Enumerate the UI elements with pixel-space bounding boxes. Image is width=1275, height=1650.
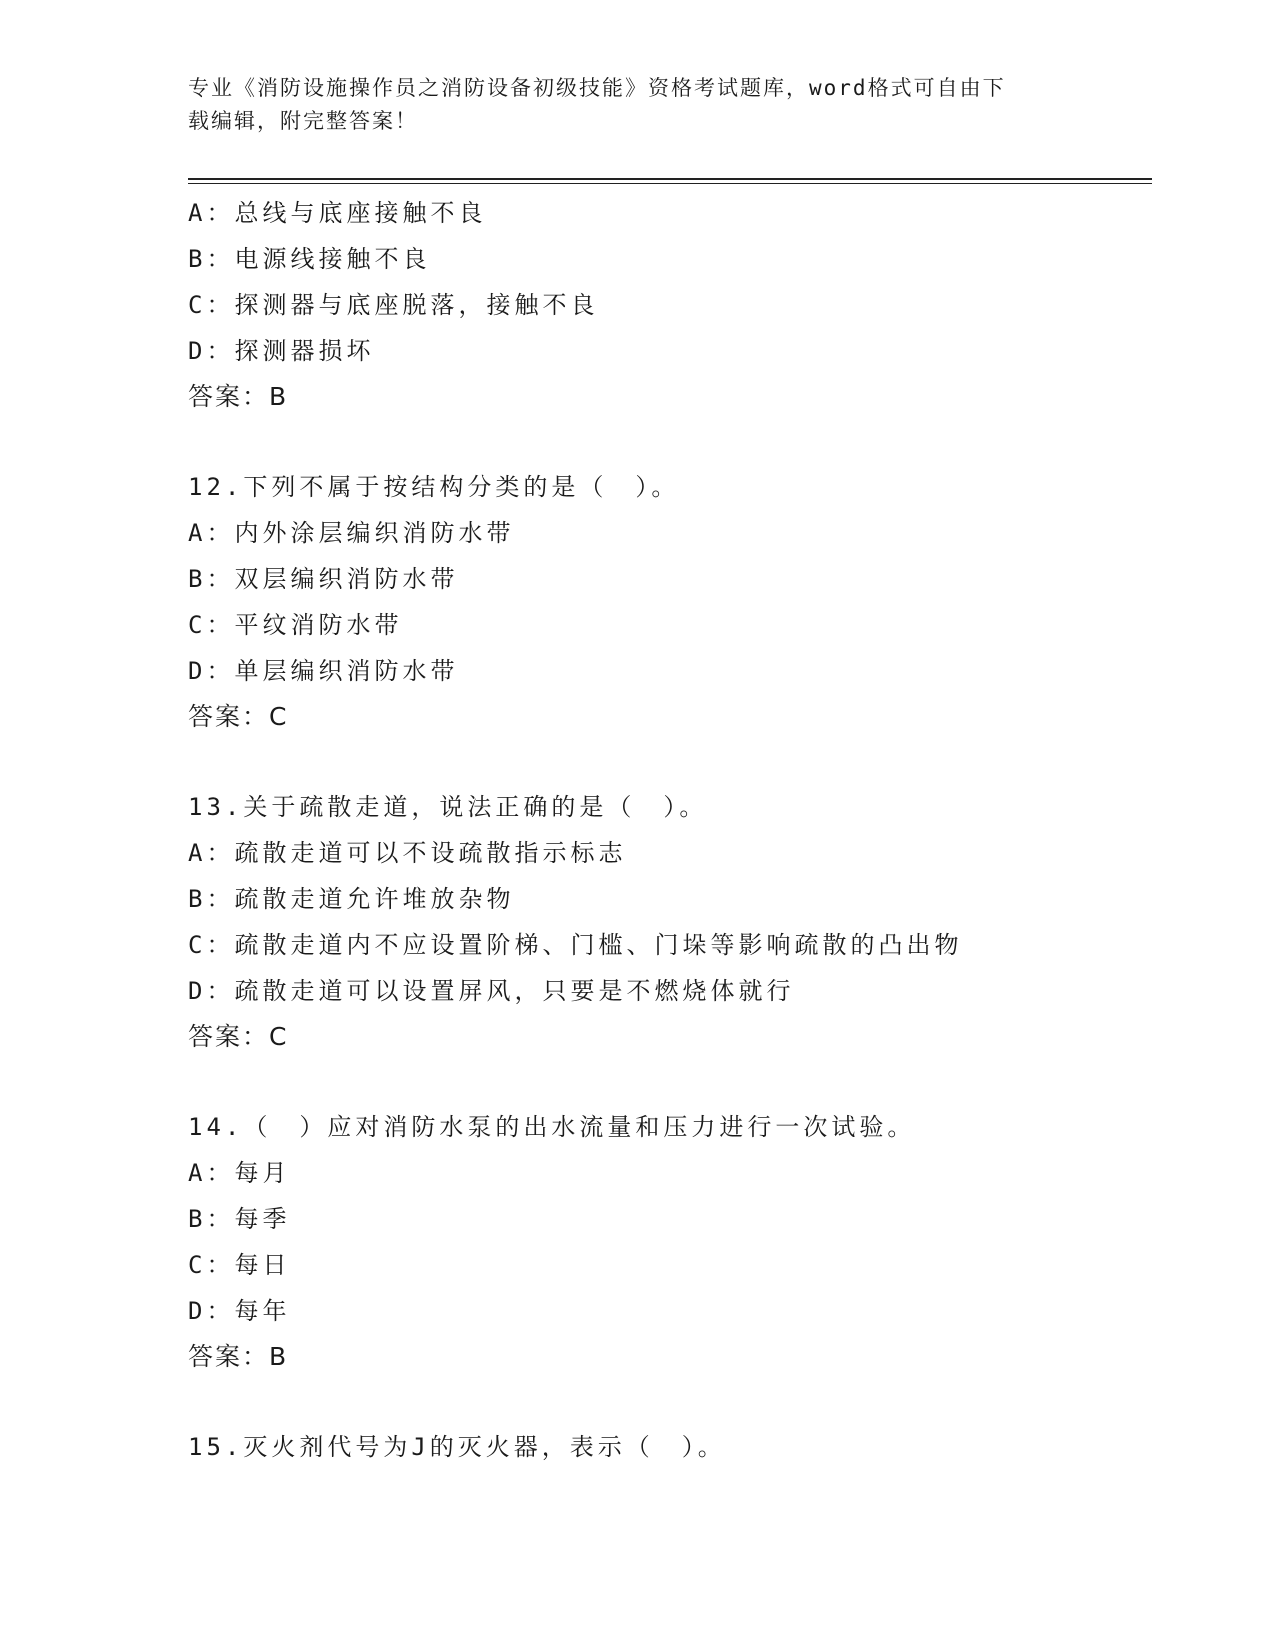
answer-line: 答案：B <box>188 1342 289 1371</box>
question-11-block <box>188 190 1152 420</box>
question-list <box>188 190 1152 1470</box>
option-b: B：电源线接触不良 <box>188 245 431 273</box>
document-header <box>188 72 1068 138</box>
option-b: B：每季 <box>188 1205 291 1233</box>
question-gap <box>188 740 1152 784</box>
question-text: 13.关于疏散走道，说法正确的是（ ）。 <box>188 793 708 821</box>
option-b: B：双层编织消防水带 <box>188 565 459 593</box>
question-gap <box>188 1060 1152 1104</box>
question-text: 12.下列不属于按结构分类的是（ ）。 <box>188 473 680 501</box>
option-d: D：探测器损坏 <box>188 337 375 365</box>
option-c: C：疏散走道内不应设置阶梯、门槛、门垛等影响疏散的凸出物 <box>188 931 963 959</box>
answer-line: 答案：C <box>188 702 289 731</box>
option-c: C：平纹消防水带 <box>188 611 403 639</box>
option-a: A：内外涂层编织消防水带 <box>188 519 515 547</box>
option-c: C：探测器与底座脱落，接触不良 <box>188 291 599 319</box>
option-a: A：每月 <box>188 1159 291 1187</box>
header-line-1: 专业《消防设施操作员之消防设备初级技能》资格考试题库，word格式可自由下 <box>188 76 1006 100</box>
question-15-block <box>188 1424 1152 1470</box>
option-a: A：疏散走道可以不设疏散指示标志 <box>188 839 627 867</box>
answer-line: 答案：B <box>188 382 289 411</box>
option-d: D：疏散走道可以设置屏风，只要是不燃烧体就行 <box>188 977 795 1005</box>
header-divider-thin <box>188 183 1152 184</box>
question-gap <box>188 1380 1152 1424</box>
question-gap <box>188 420 1152 464</box>
question-text: 14.（ ）应对消防水泵的出水流量和压力进行一次试验。 <box>188 1113 916 1141</box>
answer-line: 答案：C <box>188 1022 289 1051</box>
option-d: D：每年 <box>188 1297 291 1325</box>
question-text: 15.灭火剂代号为J的灭火器，表示（ ）。 <box>188 1433 726 1461</box>
header-divider-thick <box>188 178 1152 180</box>
question-13-block <box>188 784 1152 1060</box>
question-14-block <box>188 1104 1152 1380</box>
option-c: C：每日 <box>188 1251 291 1279</box>
option-a: A：总线与底座接触不良 <box>188 199 487 227</box>
header-line-2: 载编辑，附完整答案！ <box>188 109 418 133</box>
option-b: B：疏散走道允许堆放杂物 <box>188 885 515 913</box>
question-12-block <box>188 464 1152 740</box>
option-d: D：单层编织消防水带 <box>188 657 459 685</box>
